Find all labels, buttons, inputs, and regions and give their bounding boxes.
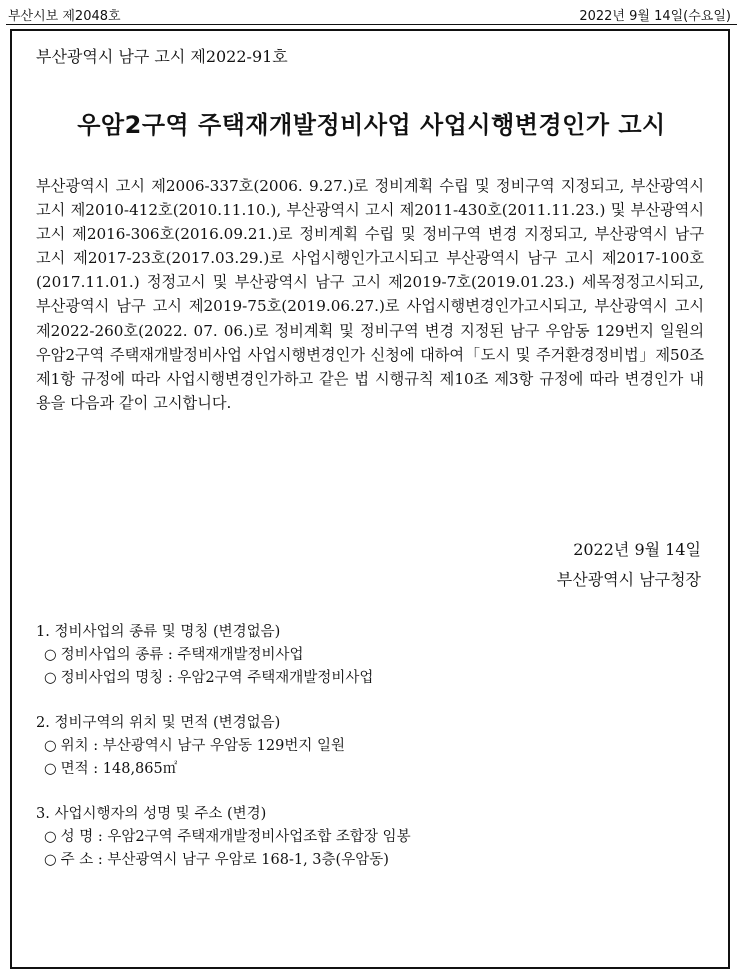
list-item — [36, 826, 696, 849]
circle-bullet-icon: ○ — [44, 647, 57, 663]
section-operator — [36, 803, 696, 872]
section-title: 3. 사업시행자의 성명 및 주소 (변경) — [36, 806, 267, 822]
item-text: 주 소 : 부산광역시 남구 우암로 168-1, 3층(우암동) — [60, 852, 389, 868]
section-project-type — [36, 621, 696, 690]
publication-label: 부산시보 제2048호 — [8, 9, 121, 24]
notice-sections — [36, 621, 696, 894]
section-title: 1. 정비사업의 종류 및 명칭 (변경없음) — [36, 624, 281, 640]
circle-bullet-icon: ○ — [44, 738, 57, 754]
circle-bullet-icon: ○ — [44, 670, 57, 686]
notice-title: 우암2구역 주택재개발정비사업 사업시행변경인가 고시 — [77, 111, 666, 139]
item-text: 위치 : 부산광역시 남구 우암동 129번지 일원 — [60, 738, 345, 754]
circle-bullet-icon: ○ — [44, 829, 57, 845]
list-item — [36, 849, 696, 872]
circle-bullet-icon: ○ — [44, 852, 57, 868]
notice-signer: 부산광역시 남구청장 — [556, 570, 701, 589]
item-text: 정비사업의 종류 : 주택재개발정비사업 — [60, 647, 304, 663]
item-text: 정비사업의 명칭 : 우암2구역 주택재개발정비사업 — [60, 670, 374, 686]
publication-date: 2022년 9월 14일(수요일) — [579, 9, 731, 24]
notice-number: 부산광역시 남구 고시 제2022-91호 — [36, 47, 288, 66]
list-item — [36, 758, 696, 781]
notice-body: 부산광역시 고시 제2006-337호(2006. 9.27.)로 정비계획 수립 및 정비구역 지정되고, 부산광역시 고시 제2010-412호(2010.11.10.), 부산광역시 고시 제2011-430호(2011.11.23.) 및 부산광역시 고시 제2016-306호(2016.09.21.)로 정비계획 수립 및 정비구역 변경 지정되고, 부산광역시 남구 고시 제2017-23호(2017.03.29.)로 사업시행인가고시되고 부산광역시 남구 고시 제2017-100호(2017.11.01.) 정정고시 및 부산광역시 남구 고시 제2019-7호(2019.01.23.) 세목정정고시되고, 부산광역시 남구 고시 제2019-75호(2019.06.27.)로 사업시행변경인가고시되고, 부산광역시 고시 제2022-260호(2022. 07. 06.)로 정비계획 및 정비구역 변경 지정된 남구 우암동 129번지 일원의 우암2구역 주택재개발정비사업 사업시행변경인가 신청에 대하여「도시 및 주거환경정비법」제50조 제1항 규정에 따라 사업시행변경인가하고 같은 법 시행규칙 제10조 제3항 규정에 따라 변경인가 내용을 다음과 같이 고시합니다. — [36, 177, 704, 412]
notice-date: 2022년 9월 14일 — [573, 540, 701, 559]
list-item — [36, 735, 696, 758]
item-text: 성 명 : 우암2구역 주택재개발정비사업조합 조합장 임봉 — [60, 829, 411, 845]
section-location-area — [36, 712, 696, 781]
item-text: 면적 : 148,865㎡ — [60, 761, 178, 777]
header-divider — [6, 24, 737, 25]
circle-bullet-icon: ○ — [44, 761, 57, 777]
section-title: 2. 정비구역의 위치 및 면적 (변경없음) — [36, 715, 281, 731]
list-item — [36, 644, 696, 667]
list-item — [36, 667, 696, 690]
gazette-header — [0, 0, 743, 24]
